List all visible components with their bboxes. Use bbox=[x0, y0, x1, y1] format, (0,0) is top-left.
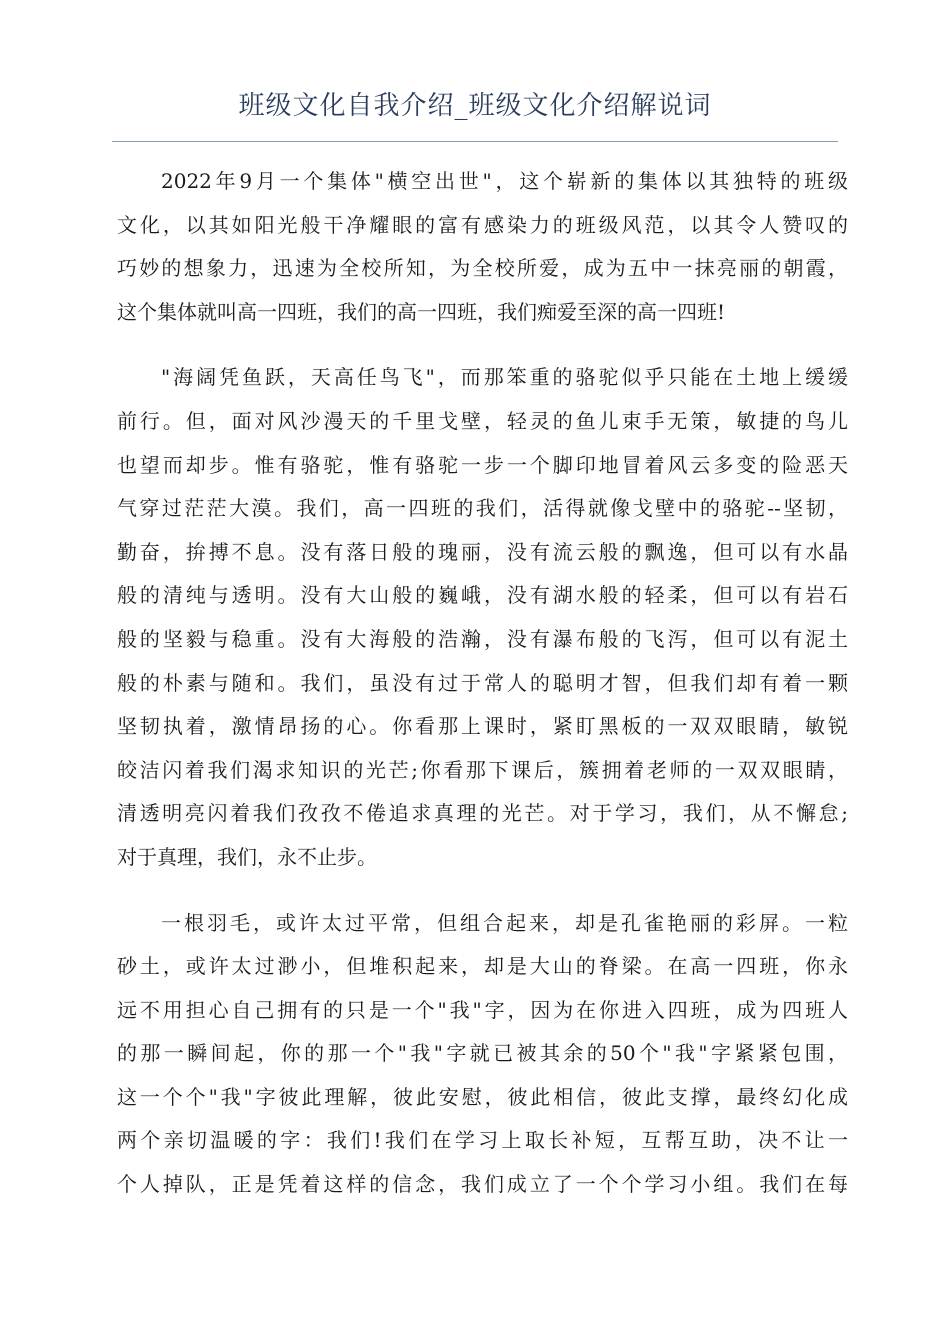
title-divider bbox=[112, 141, 838, 142]
text-line: 文化，以其如阳光般干净耀眼的富有感染力的班级风范，以其令人赞叹的 bbox=[117, 212, 848, 237]
text-line: 前行。但，面对风沙漫天的千里戈壁，轻灵的鱼儿束手无策，敏捷的鸟儿 bbox=[117, 408, 848, 433]
text-line: 砂土，或许太过渺小，但堆积起来，却是大山的脊梁。在高一四班，你永 bbox=[117, 954, 848, 979]
paragraph-gap bbox=[117, 880, 848, 902]
text-line: 这个集体就叫高一四班，我们的高一四班，我们痴爱至深的高一四班! bbox=[117, 299, 726, 324]
text-line: 勤奋，拚搏不息。没有落日般的瑰丽，没有流云般的飘逸，但可以有水晶 bbox=[117, 539, 848, 564]
text-line: 般的朴素与随和。我们，虽没有过于常人的聪明才智，但我们却有着一颗 bbox=[117, 670, 848, 695]
document-body bbox=[117, 160, 848, 1207]
paragraph-gap bbox=[117, 334, 848, 356]
text-line: 两个亲切温暖的字：我们!我们在学习上取长补短，互帮互助，决不让一 bbox=[117, 1128, 848, 1153]
text-line: 2022年9月一个集体"横空出世"，这个崭新的集体以其独特的班级 bbox=[161, 169, 848, 193]
text-line: 的那一瞬间起，你的那一个"我"字就已被其余的50个"我"字紧紧包围， bbox=[117, 1041, 848, 1066]
text-line: 也望而却步。惟有骆驼，惟有骆驼一步一个脚印地冒着风云多变的险恶天 bbox=[117, 452, 848, 477]
text-line: 皎洁闪着我们渴求知识的光芒;你看那下课后，簇拥着老师的一双双眼睛， bbox=[117, 757, 848, 782]
text-line: 般的清纯与透明。没有大山般的巍峨，没有湖水般的轻柔，但可以有岩石 bbox=[117, 583, 848, 608]
text-line: "海阔凭鱼跃，天高任鸟飞"，而那笨重的骆驼似乎只能在土地上缓缓 bbox=[161, 365, 848, 390]
text-line: 一根羽毛，或许太过平常，但组合起来，却是孔雀艳丽的彩屏。一粒 bbox=[161, 910, 848, 935]
text-line: 般的坚毅与稳重。没有大海般的浩瀚，没有瀑布般的飞泻，但可以有泥土 bbox=[117, 626, 848, 651]
text-line: 气穿过茫茫大漠。我们，高一四班的我们，活得就像戈壁中的骆驼--坚韧， bbox=[117, 496, 848, 521]
text-line: 巧妙的想象力，迅速为全校所知，为全校所爱，成为五中一抹亮丽的朝霞， bbox=[117, 256, 848, 281]
text-line: 这一个个"我"字彼此理解，彼此安慰，彼此相信，彼此支撑，最终幻化成 bbox=[117, 1084, 848, 1109]
text-line: 远不用担心自己拥有的只是一个"我"字，因为在你进入四班，成为四班人 bbox=[117, 997, 848, 1022]
document-title: 班级文化自我介绍_班级文化介绍解说词 bbox=[238, 91, 712, 121]
paragraph-1 bbox=[117, 160, 848, 334]
paragraph-2 bbox=[117, 356, 848, 879]
text-line: 对于真理，我们，永不止步。 bbox=[117, 844, 377, 869]
text-line: 清透明亮闪着我们孜孜不倦追求真理的光芒。对于学习，我们，从不懈怠; bbox=[117, 801, 848, 826]
text-line: 坚韧执着，激情昂扬的心。你看那上课时，紧盯黑板的一双双眼睛，敏锐 bbox=[117, 714, 848, 739]
text-line: 个人掉队，正是凭着这样的信念，我们成立了一个个学习小组。我们在每 bbox=[117, 1172, 848, 1197]
paragraph-3 bbox=[117, 902, 848, 1207]
